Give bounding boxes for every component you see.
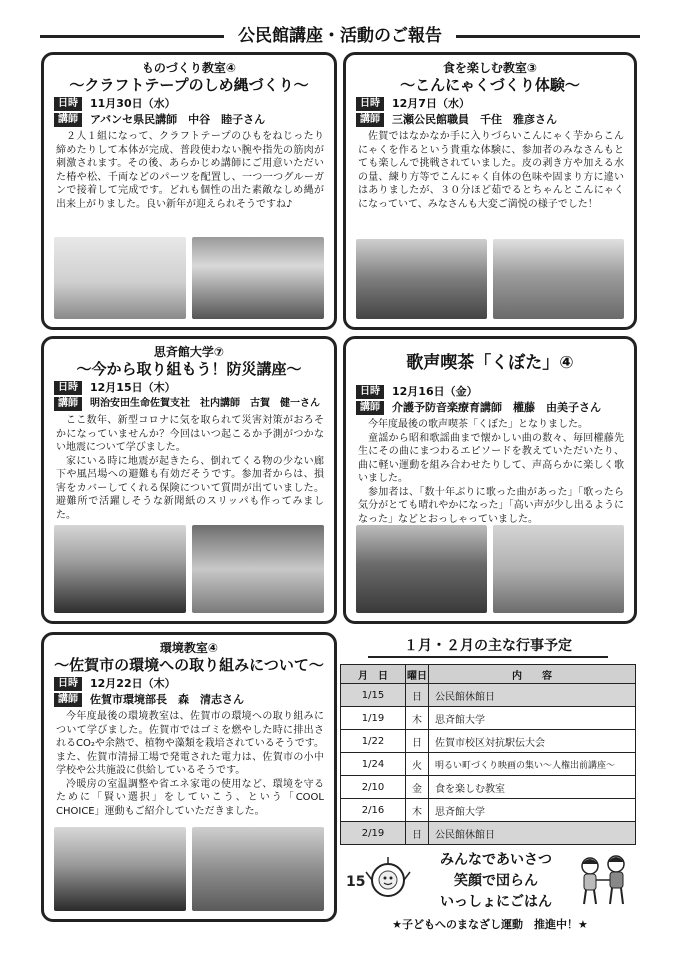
row-date: 2/19 <box>341 822 406 845</box>
row-date: 1/15 <box>341 684 406 707</box>
lecturer-label: 講師 <box>54 397 82 411</box>
row-day: 日 <box>406 730 429 753</box>
lecturer-value: アバンセ県民講師 中谷 睦子さん <box>90 113 266 126</box>
panel-tag: 環境教室④ <box>159 641 219 655</box>
body-text: ２人１組になって、クラフトテープのひもをねじったり締めたりして本体が完成、普段使わない腕や指先の筋肉が刺激されます。その後、あらかじめ講師にご用意いただいた椿や松、千両などのパーツを配置し、一つ一つグルーガンで接着して完成です。どれも個性の出た素敵なしめ縄が出来上がりました。良い新年が迎えられそうですね♪ <box>56 131 324 210</box>
lecturer-label: 講師 <box>54 693 82 707</box>
photo-cooking <box>493 239 624 319</box>
panel-body <box>56 130 324 211</box>
panel-tag: 食を楽しむ教室③ <box>442 61 538 75</box>
photo-instructor <box>356 239 487 319</box>
body-text-2: 童謡から昭和歌謡曲まで懐かしい曲の数々、毎回權藤先生にその曲にまつわるエピソードを教えていただいたり、曲に軽い運動を組み合わせたりして、声高らかに楽しく歌いました。 <box>358 432 624 484</box>
badge-number: 15 <box>346 874 366 890</box>
panel-body <box>56 414 324 522</box>
body-text-1: 今年度最後の環境教室は、佐賀市の環境への取り組みについて学びました。佐賀市ではゴミを燃やした時に排出されるCO₂や余熱で、植物や藻類を栽培されているそうです。また、佐賀市清掃工場で発電された電力は、佐賀市の小中学校や公共施設に供給しているそうです。 <box>56 711 324 776</box>
lecturer-row <box>54 396 334 411</box>
date-value: 12月7日（水） <box>392 97 470 110</box>
row-day: 木 <box>406 799 429 822</box>
row-event: 佐賀市校区対抗駅伝大会 <box>429 730 636 753</box>
row-date: 1/19 <box>341 707 406 730</box>
schedule-row <box>341 776 636 799</box>
lecturer-row <box>54 112 334 127</box>
date-label: 日時 <box>356 385 384 399</box>
header-day: 曜日 <box>406 665 429 684</box>
panel-title: 〜クラフトテープのしめ縄づくり〜 <box>69 76 309 94</box>
body-text-1: ここ数年、新型コロナに気を取られて災害対策がおろそかになっていませんか？今回はいつ起こるか予測がつかない地震について学びました。 <box>56 415 324 453</box>
date-value: 12月16日（金） <box>392 385 478 398</box>
schedule-row <box>341 707 636 730</box>
schedule-table <box>340 664 636 845</box>
panel-kankyou <box>41 632 337 922</box>
panel-body <box>358 130 624 211</box>
date-label: 日時 <box>54 381 82 395</box>
photo-singer <box>356 525 487 613</box>
panel-title: 〜佐賀市の環境への取り組みについて〜 <box>54 656 324 674</box>
schedule-section <box>340 636 636 845</box>
date-label: 日時 <box>356 97 384 111</box>
row-event: 思斉館大学 <box>429 707 636 730</box>
lecturer-row <box>356 112 634 127</box>
lecturer-row <box>54 692 334 707</box>
photo-audience <box>493 525 624 613</box>
date-value: 11月30日（水） <box>90 97 176 110</box>
lecturer-value: 三瀬公民館職員 千住 雅彦さん <box>392 113 557 126</box>
schedule-row <box>341 730 636 753</box>
slogan-line-2: 笑顔で団らん <box>454 873 538 889</box>
children-illustration-icon <box>576 852 638 910</box>
campaign-motto: ★子どもへのまなざし運動 推進中！★ <box>392 918 588 931</box>
photo-row <box>356 239 624 319</box>
body-text: 佐賀ではなかなか手に入りづらいこんにゃく芋からこんにゃくを作るという貴重な体験に、参加者のみなさんもとても楽しんで挑戦されていました。皮の剥き方や加える水の量、練り方等でこんにゃく自体の色味や固まり方に違いはありましたが、３０分ほど茹でるとちゃんとこんにゃくになっていて、みなさんも大変ご満悦の様子でした！ <box>358 131 624 210</box>
date-row <box>356 384 634 399</box>
date-row <box>54 380 334 395</box>
schedule-row <box>341 822 636 845</box>
body-text-1: 今年度最後の歌声喫茶「くぼた」となりました。 <box>368 419 588 430</box>
slogan-lines <box>426 850 566 913</box>
lecturer-value: 明治安田生命佐賀支社 社内講師 古賀 健一さん <box>90 398 320 409</box>
row-event: 食を楽しむ教室 <box>429 776 636 799</box>
lecturer-value: 介護予防音楽療育講師 權藤 由美子さん <box>392 401 601 414</box>
lecturer-row <box>356 400 634 415</box>
date-value: 12月15日（木） <box>90 381 176 394</box>
panel-monozukuri <box>41 52 337 330</box>
photo-row <box>54 525 324 613</box>
photo-row <box>356 525 624 613</box>
header-content: 内 容 <box>429 665 636 684</box>
date-value: 12月22日（木） <box>90 677 176 690</box>
row-date: 1/24 <box>341 753 406 776</box>
lecturer-label: 講師 <box>356 113 384 127</box>
lecturer-label: 講師 <box>356 401 384 415</box>
panel-konnyaku <box>343 52 637 330</box>
date-label: 日時 <box>54 677 82 691</box>
photo-row <box>54 237 324 319</box>
panel-utagoe <box>343 336 637 624</box>
photo-lecturer <box>54 827 186 911</box>
row-day: 金 <box>406 776 429 799</box>
photo-classroom <box>192 827 324 911</box>
panel-title: 歌声喫茶「くぼた」④ <box>406 353 574 373</box>
date-label: 日時 <box>54 97 82 111</box>
schedule-row <box>341 684 636 707</box>
date-row <box>54 96 334 111</box>
row-event: 思斉館大学 <box>429 799 636 822</box>
row-event: 明るい町づくり映画の集い〜人権出前講座〜 <box>429 753 636 776</box>
panel-tag: ものづくり教室④ <box>141 61 237 75</box>
body-text-2: 冷暖房の室温調整や省エネ家電の使用など、環境を守るために「賢い選択」をしていこう、という「COOL CHOICE」運動もご紹介していただきました。 <box>56 778 324 817</box>
page-title: 公民館講座・活動のご報告 <box>224 24 456 48</box>
panel-tag: 思斉館大学⑦ <box>153 345 225 359</box>
row-event: 公民館休館日 <box>429 684 636 707</box>
row-day: 木 <box>406 707 429 730</box>
row-date: 1/22 <box>341 730 406 753</box>
photo-row <box>54 827 324 911</box>
row-day: 日 <box>406 822 429 845</box>
report-banner <box>40 24 640 48</box>
photo-group <box>192 237 324 319</box>
row-date: 2/16 <box>341 799 406 822</box>
schedule-row <box>341 753 636 776</box>
panel-body <box>358 418 624 526</box>
row-event: 公民館休館日 <box>429 822 636 845</box>
body-text-2: 家にいる時に地震が起きたら、倒れてくる物の少ない廊下や風呂場への避難も有効だそうです。参加者からは、損害をカバーしてくれる保険について質問が出ていました。避難所で活躍しそうな新聞紙のスリッパも作ってみました。 <box>56 455 324 521</box>
header-date: 月 日 <box>341 665 406 684</box>
panel-body <box>56 710 324 818</box>
photo-speaker <box>54 525 186 613</box>
row-day: 日 <box>406 684 429 707</box>
schedule-header-row <box>341 665 636 684</box>
schedule-title: １月・２月の主な行事予定 <box>368 636 608 658</box>
photo-workshop <box>192 525 324 613</box>
panel-bousai <box>41 336 337 624</box>
lecturer-value: 佐賀市環境部長 森 清志さん <box>90 693 244 706</box>
body-text-3: 参加者は、「数十年ぶりに歌った曲があった」「歌ったら気分がとても晴れやかになった」「高い声が少し出るようになった」などとおっしゃっていました。 <box>358 486 624 525</box>
lecturer-label: 講師 <box>54 113 82 127</box>
panel-title: 〜こんにゃくづくり体験〜 <box>400 76 580 94</box>
slogan-line-3: いっしょにごはん <box>440 894 552 910</box>
panel-title: 〜今から取り組もう！防災講座〜 <box>76 360 302 378</box>
mascot-logo-icon <box>340 854 420 904</box>
row-date: 2/10 <box>341 776 406 799</box>
schedule-row <box>341 799 636 822</box>
slogan-line-1: みんなであいさつ <box>440 852 552 868</box>
photo-wreaths <box>54 237 186 319</box>
date-row <box>356 96 634 111</box>
row-day: 火 <box>406 753 429 776</box>
date-row <box>54 676 334 691</box>
